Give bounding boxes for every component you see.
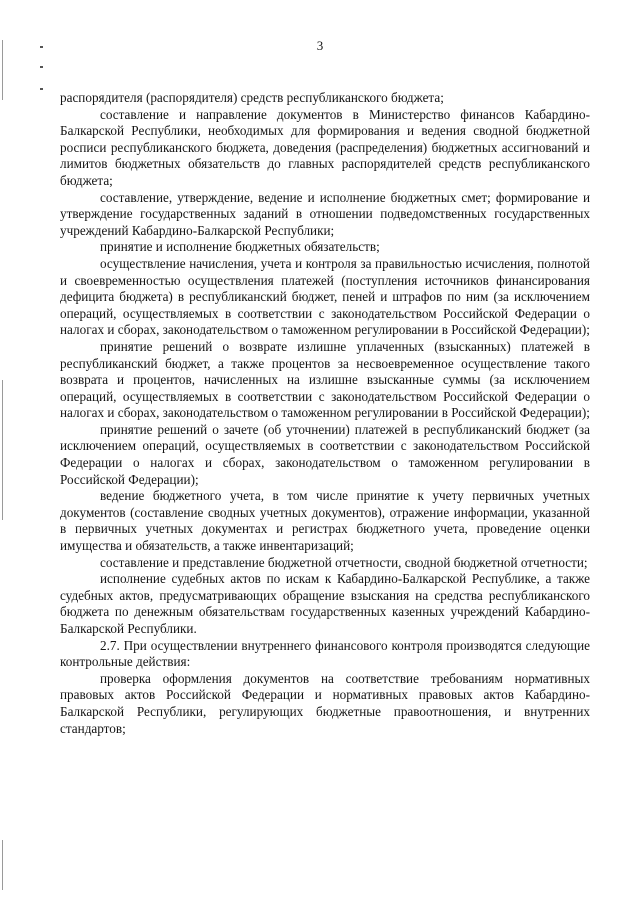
paragraph: 2.7. При осуществлении внутреннего финансового контроля производятся следующие контрольные действия: — [60, 637, 590, 670]
document-body — [60, 90, 590, 737]
paragraph: составление и направление документов в Министерство финансов Кабардино-Балкарской Республики, необходимых для формирования и ведения сводной бюджетной росписи республиканского бюджета, доведения (распределения) бюджетных ассигнований и лимитов бюджетных обязательств до главных распорядителей средств республиканского бюджета; — [60, 106, 590, 188]
paragraph: осуществление начисления, учета и контроля за правильностью исчисления, полнотой и своевременностью осуществления платежей (поступления источников финансирования дефицита бюджета) в республиканский бюджет, пеней и штрафов по ним (за исключением операций, осуществляемых в соответствии с законодательством Российской Федерации о налогах и сборах, законодательством о таможенном регулировании в Российской Федерации); — [60, 255, 590, 338]
page-number: 3 — [316, 38, 324, 53]
paragraph: принятие и исполнение бюджетных обязательств; — [100, 239, 380, 255]
paragraph: принятие решений о зачете (об уточнении) платежей в республиканский бюджет (за исключением операций, осуществляемых в соответствии с законодательством Российской Федерации о налогах и сборах, законодательством о таможенном регулировании в Российской Федерации); — [60, 421, 590, 487]
paragraph: исполнение судебных актов по искам к Кабардино-Балкарской Республике, а также судебных актов, предусматривающих обращение взыскания на средства республиканского бюджета по денежным обязательствам государственных казенных учреждений Кабардино-Балкарской Республики. — [60, 571, 590, 636]
paragraph: составление и представление бюджетной отчетности, сводной бюджетной отчетности; — [100, 554, 588, 570]
scan-edge-middle — [2, 380, 3, 520]
paragraph: распорядителя (распорядителя) средств республиканского бюджета; — [60, 90, 444, 105]
paragraph: составление, утверждение, ведение и исполнение бюджетных смет; формирование и утверждение государственных заданий в отношении подведомственных государственных учреждений Кабардино-Балкарской Республики; — [60, 189, 590, 238]
scan-edge-bottom — [2, 840, 3, 890]
margin-mark — [40, 66, 43, 68]
paragraph: принятие решений о возврате излишне уплаченных (взысканных) платежей в республиканский бюджет, а также процентов за несвоевременное осуществление такого возврата и процентов, начисленных на излишне взысканные суммы (за исключением операций, осуществляемых в соответствии с законодательством Российской Федерации о налогах и сборах, законодательством о таможенном регулировании в Российской Федерации); — [60, 338, 590, 421]
margin-mark — [40, 88, 43, 90]
paragraph: проверка оформления документов на соответствие требованиям нормативных правовых актов Российской Федерации и нормативных правовых актов Кабардино-Балкарской Республики, регулирующих бюджетные правоотношения, и внутренних стандартов; — [60, 670, 590, 736]
paragraph: ведение бюджетного учета, в том числе принятие к учету первичных учетных документов (составление сводных учетных документов), отражение информации, указанной в первичных учетных документах и регистрах бюджетного учета, проведение оценки имущества и обязательств, а также инвентаризаций; — [60, 488, 590, 554]
